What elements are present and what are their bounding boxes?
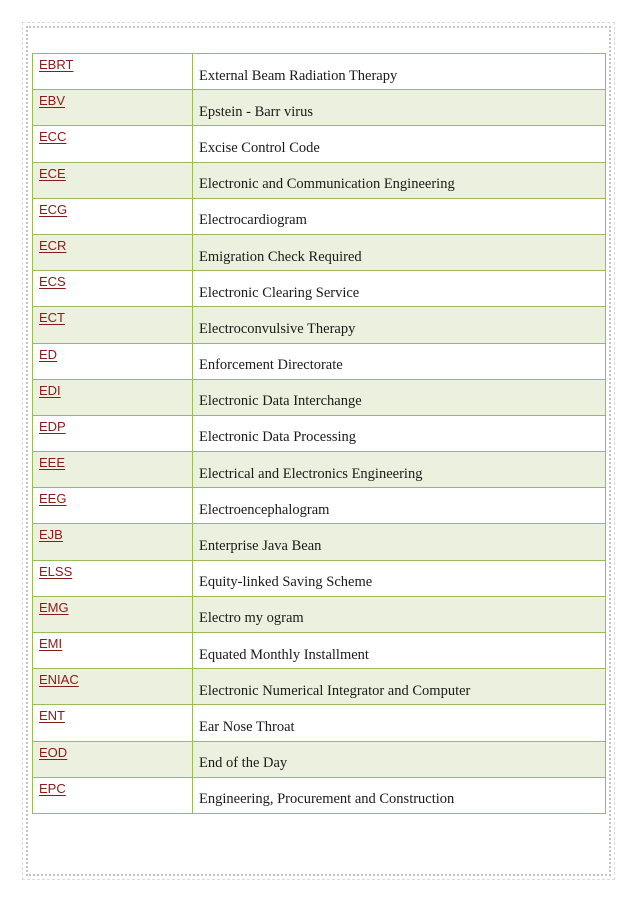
term-link[interactable]: ELSS	[39, 563, 73, 579]
abbreviation-table	[32, 53, 606, 814]
table-row	[33, 524, 606, 560]
definition-cell	[193, 90, 606, 126]
definition-text: Electroconvulsive Therapy	[199, 320, 356, 337]
term-cell	[33, 705, 193, 741]
definition-cell	[193, 379, 606, 415]
term-link[interactable]: ED	[39, 346, 58, 362]
table-row	[33, 777, 606, 813]
table-row	[33, 669, 606, 705]
table-row	[33, 54, 606, 90]
term-link[interactable]: EBV	[39, 93, 66, 109]
term-link[interactable]: ENT	[39, 708, 65, 724]
table-row	[33, 705, 606, 741]
term-link[interactable]: ECG	[39, 201, 68, 217]
term-cell	[33, 343, 193, 379]
definition-cell	[193, 524, 606, 560]
definition-text: End of the Day	[199, 755, 288, 772]
definition-cell	[193, 126, 606, 162]
definition-text: Electro my ogram	[199, 610, 304, 627]
term-cell	[33, 198, 193, 234]
table-row	[33, 379, 606, 415]
term-link[interactable]: EEE	[39, 455, 66, 471]
table-row	[33, 560, 606, 596]
term-link[interactable]: EBRT	[39, 57, 74, 72]
abbreviation-table-body	[33, 54, 606, 814]
definition-cell	[193, 452, 606, 488]
table-row	[33, 90, 606, 126]
definition-cell	[193, 741, 606, 777]
table-row	[33, 741, 606, 777]
definition-text: Emigration Check Required	[199, 248, 362, 265]
definition-text: Electroencephalogram	[199, 501, 330, 518]
table-row	[33, 271, 606, 307]
definition-text: Ear Nose Throat	[199, 718, 295, 735]
definition-cell	[193, 234, 606, 270]
definition-text: Electronic Clearing Service	[199, 284, 360, 301]
definition-cell	[193, 271, 606, 307]
term-link[interactable]: EOD	[39, 744, 68, 760]
definition-cell	[193, 560, 606, 596]
term-link[interactable]: ECS	[39, 274, 66, 290]
definition-cell	[193, 669, 606, 705]
term-link[interactable]: ECE	[39, 165, 66, 181]
term-cell	[33, 271, 193, 307]
term-cell	[33, 596, 193, 632]
definition-cell	[193, 705, 606, 741]
definition-text: Enterprise Java Bean	[199, 538, 322, 555]
definition-cell	[193, 198, 606, 234]
term-cell	[33, 307, 193, 343]
term-cell	[33, 560, 193, 596]
term-link[interactable]: EJB	[39, 527, 63, 543]
term-cell	[33, 741, 193, 777]
term-link[interactable]: ENIAC	[39, 672, 79, 688]
table-row	[33, 234, 606, 270]
table-row	[33, 162, 606, 198]
term-cell	[33, 488, 193, 524]
definition-cell	[193, 633, 606, 669]
definition-cell	[193, 596, 606, 632]
term-cell	[33, 633, 193, 669]
table-row	[33, 343, 606, 379]
definition-text: Electrocardiogram	[199, 212, 307, 229]
definition-text: External Beam Radiation Therapy	[199, 67, 398, 84]
table-row	[33, 633, 606, 669]
definition-cell	[193, 343, 606, 379]
term-link[interactable]: EPC	[39, 780, 66, 796]
term-link[interactable]: EDI	[39, 382, 61, 398]
term-link[interactable]: EMG	[39, 599, 69, 615]
definition-text: Electrical and Electronics Engineering	[199, 465, 423, 482]
definition-text: Enforcement Directorate	[199, 357, 343, 374]
term-link[interactable]: EEG	[39, 491, 67, 507]
term-link[interactable]: EMI	[39, 636, 63, 651]
table-row	[33, 307, 606, 343]
definition-cell	[193, 777, 606, 813]
table-row	[33, 488, 606, 524]
term-cell	[33, 777, 193, 813]
definition-cell	[193, 307, 606, 343]
term-link[interactable]: ECR	[39, 237, 67, 253]
table-row	[33, 415, 606, 451]
table-row	[33, 198, 606, 234]
definition-text: Electronic Numerical Integrator and Computer	[199, 682, 471, 699]
definition-cell	[193, 54, 606, 90]
definition-cell	[193, 415, 606, 451]
table-row	[33, 596, 606, 632]
definition-cell	[193, 488, 606, 524]
term-cell	[33, 452, 193, 488]
definition-text: Electronic Data Processing	[199, 429, 357, 446]
term-link[interactable]: ECT	[39, 310, 65, 326]
term-cell	[33, 162, 193, 198]
definition-text: Epstein - Barr virus	[199, 103, 313, 120]
term-cell	[33, 415, 193, 451]
term-cell	[33, 524, 193, 560]
term-link[interactable]: ECC	[39, 129, 67, 145]
definition-text: Electronic Data Interchange	[199, 393, 362, 410]
definition-text: Engineering, Procurement and Construction	[199, 791, 455, 808]
term-cell	[33, 90, 193, 126]
term-cell	[33, 126, 193, 162]
term-cell	[33, 669, 193, 705]
table-row	[33, 126, 606, 162]
definition-text: Excise Control Code	[199, 139, 320, 156]
definition-cell	[193, 162, 606, 198]
term-cell	[33, 379, 193, 415]
definition-text: Electronic and Communication Engineering	[199, 176, 455, 193]
term-link[interactable]: EDP	[39, 418, 66, 434]
definition-text: Equated Monthly Installment	[199, 646, 369, 663]
term-cell	[33, 234, 193, 270]
table-row	[33, 452, 606, 488]
term-cell	[33, 54, 193, 90]
definition-text: Equity-linked Saving Scheme	[199, 574, 373, 591]
